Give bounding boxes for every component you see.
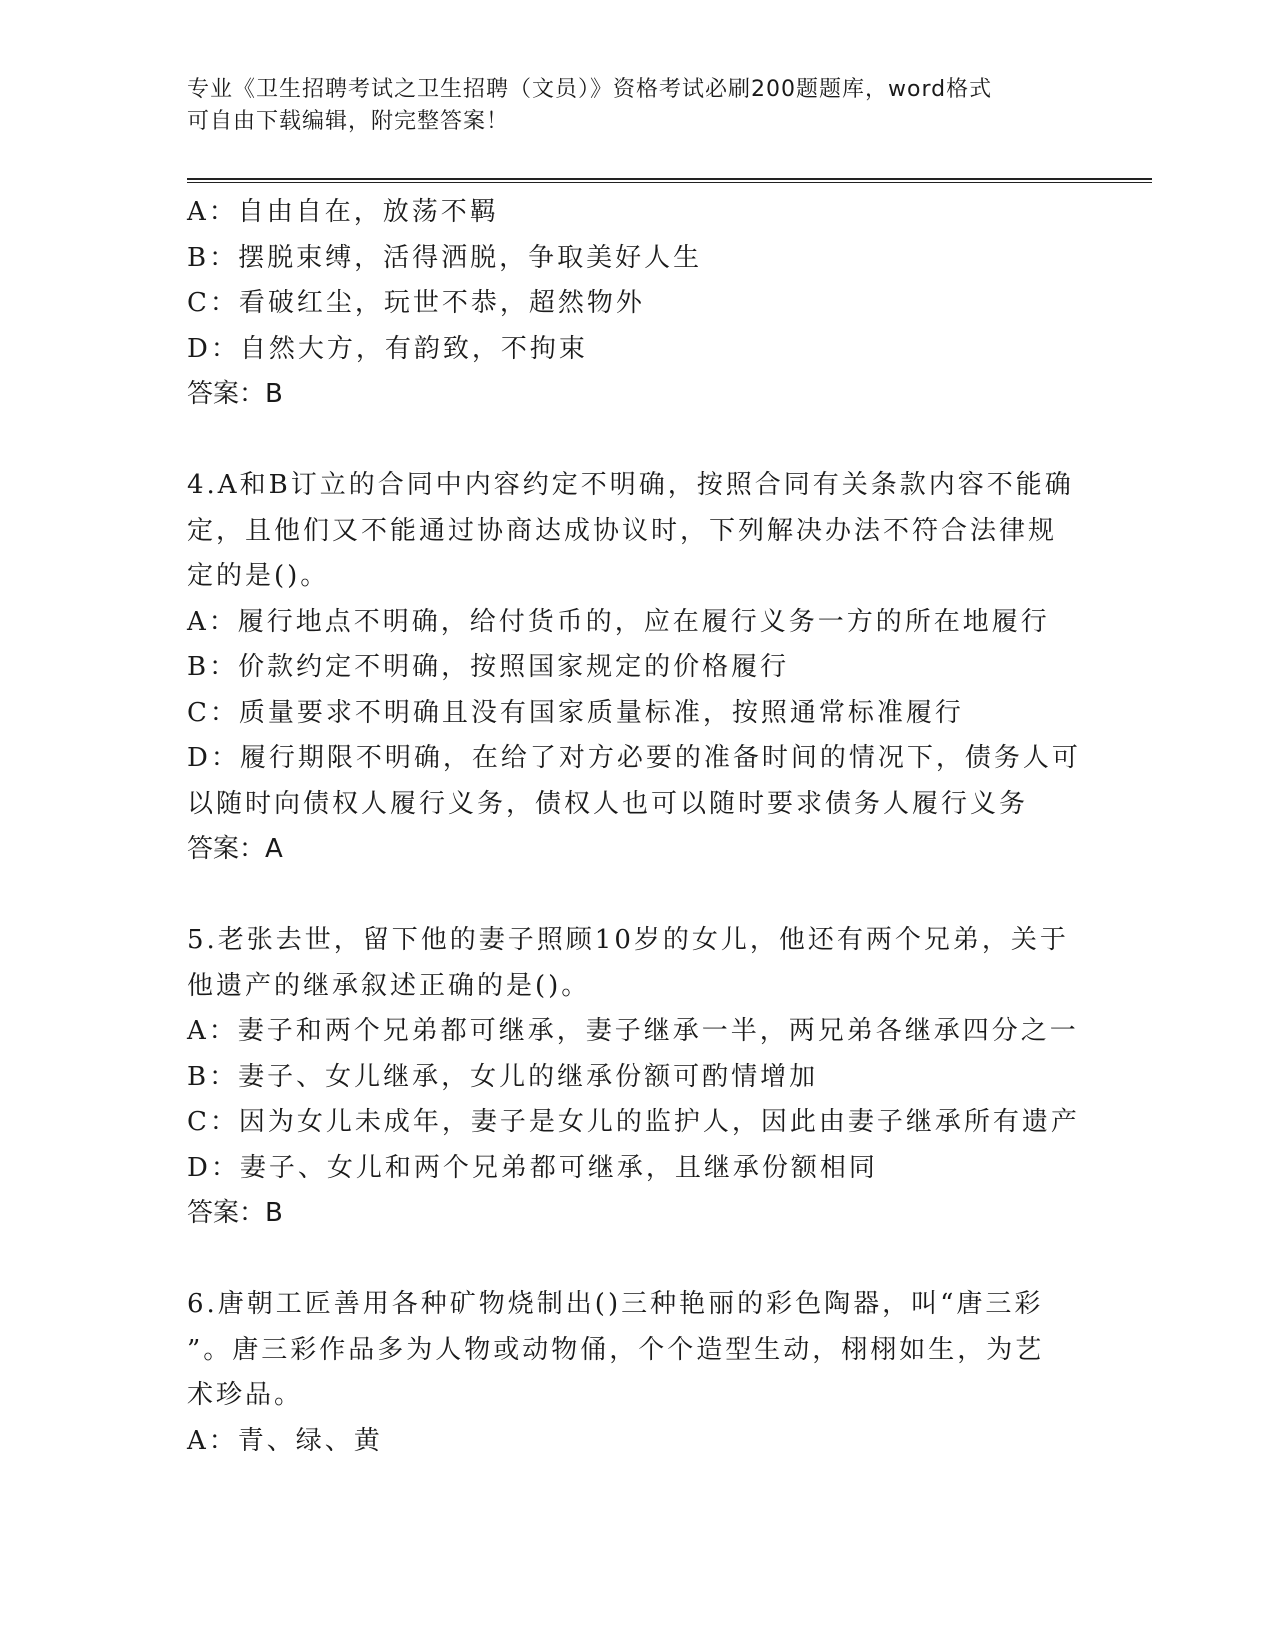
question-4-block <box>187 463 1087 873</box>
question-stem-line: 5.老张去世，留下他的妻子照顾10岁的女儿，他还有两个兄弟，关于 <box>187 925 1069 955</box>
spacer <box>187 1237 1087 1283</box>
answer: 答案：B <box>187 1198 283 1228</box>
option-a: A：履行地点不明确，给付货币的，应在履行义务一方的所在地履行 <box>187 606 1050 637</box>
option-c: C：看破红尘，玩世不恭，超然物外 <box>187 288 645 318</box>
option-c: C：因为女儿未成年，妻子是女儿的监护人，因此由妻子继承所有遗产 <box>187 1107 1080 1137</box>
question-stem-line: 定，且他们又不能通过协商达成协议时，下列解决办法不符合法律规 <box>187 515 1058 546</box>
answer: 答案：B <box>187 379 283 409</box>
spacer <box>187 418 1087 464</box>
option-d: D：履行期限不明确，在给了对方必要的准备时间的情况下，债务人可 <box>187 743 1081 773</box>
option-a: A：妻子和两个兄弟都可继承，妻子继承一半，两兄弟各继承四分之一 <box>187 1016 1079 1046</box>
question-stem-line: 定的是()。 <box>187 561 330 591</box>
option-d: D：妻子、女儿和两个兄弟都可继承，且继承份额相同 <box>187 1152 878 1183</box>
option-b: B：妻子、女儿继承，女儿的继承份额可酌情增加 <box>187 1061 819 1092</box>
option-a: A：自由自在，放荡不羁 <box>187 197 499 227</box>
option-b: B：摆脱束缚，活得洒脱，争取美好人生 <box>187 242 703 273</box>
header-line-1: 专业《卫生招聘考试之卫生招聘（文员）》资格考试必刷200题题库，word格式 <box>187 77 993 102</box>
question-5-block <box>187 918 1087 1237</box>
question-stem-line: 他遗产的继承叙述正确的是()。 <box>187 970 591 1001</box>
header-rule <box>187 178 1152 183</box>
question-stem-line: 4.A和B订立的合同中内容约定不明确，按照合同有关条款内容不能确 <box>187 470 1074 500</box>
question-stem-line: 术珍品。 <box>187 1380 304 1410</box>
option-a: A：青、绿、黄 <box>187 1425 383 1456</box>
page-header <box>187 74 1087 138</box>
option-b: B：价款约定不明确，按照国家规定的价格履行 <box>187 652 790 682</box>
option-d: D：自然大方，有韵致，不拘束 <box>187 333 588 364</box>
spacer <box>187 873 1087 919</box>
question-stem-line: 6.唐朝工匠善用各种矿物烧制出()三种艳丽的彩色陶器，叫“唐三彩 <box>187 1289 1044 1319</box>
answer: 答案：A <box>187 834 283 864</box>
option-c: C：质量要求不明确且没有国家质量标准，按照通常标准履行 <box>187 697 964 728</box>
document-body <box>187 190 1087 1464</box>
question-stem-line: ”。唐三彩作品多为人物或动物俑，个个造型生动，栩栩如生，为艺 <box>187 1334 1045 1365</box>
option-d-continued: 以随时向债权人履行义务，债权人也可以随时要求债务人履行义务 <box>187 788 1029 819</box>
header-line-2: 可自由下载编辑，附完整答案！ <box>187 109 510 134</box>
question-3-block <box>187 190 1087 418</box>
question-6-block <box>187 1282 1087 1464</box>
